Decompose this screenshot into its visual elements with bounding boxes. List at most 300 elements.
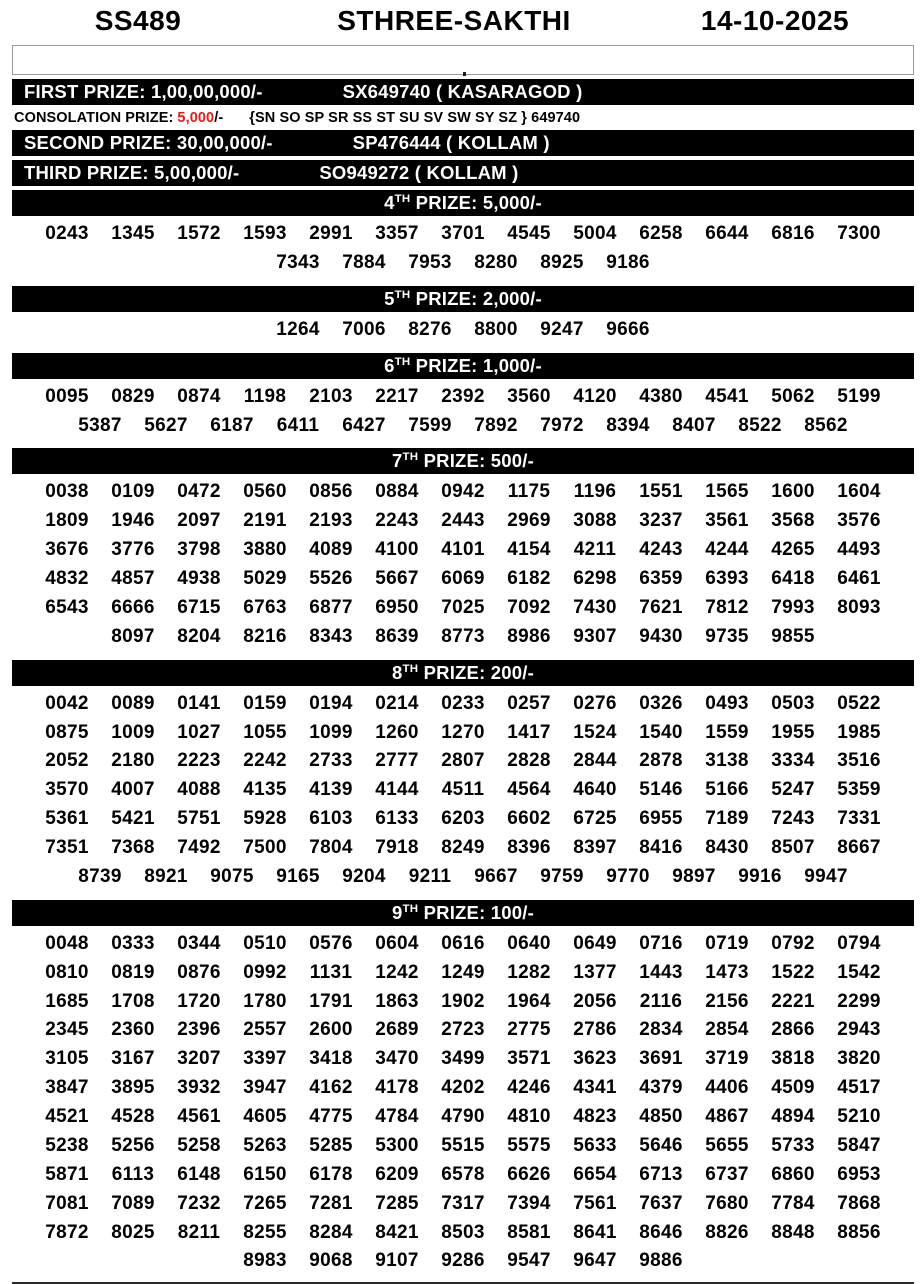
winning-number: 7872 (45, 1221, 89, 1243)
winning-number: 9735 (705, 625, 749, 647)
winning-number: 2878 (639, 750, 683, 772)
winning-number: 2223 (177, 750, 221, 772)
number-row (12, 690, 914, 719)
prize-section (0, 190, 922, 282)
winning-number: 5004 (573, 223, 617, 244)
winning-number: 0942 (441, 481, 485, 503)
winning-number: 8416 (639, 837, 683, 858)
winning-number: 8503 (441, 1221, 485, 1243)
winning-number: 1282 (507, 961, 551, 983)
winning-number: 3568 (771, 510, 815, 532)
winning-number: 8921 (144, 865, 188, 887)
number-row (12, 834, 914, 863)
winning-number: 8280 (474, 251, 518, 273)
prize-number-grid (12, 474, 914, 655)
winning-number: 9286 (441, 1250, 485, 1272)
winning-number: 6359 (639, 568, 683, 589)
winning-number: 2193 (309, 510, 353, 532)
winning-number: 8421 (375, 1221, 419, 1243)
first-prize-ticket: SX649740 ( KASARAGOD ) (342, 81, 583, 102)
prize-heading-band (12, 286, 914, 312)
consolation-prize-suffix: /- (214, 110, 224, 126)
winning-number: 0333 (111, 932, 155, 954)
winning-number: 5871 (45, 1163, 89, 1185)
winning-number: 7006 (342, 318, 386, 340)
prize-heading-band (12, 900, 914, 926)
winning-number: 8562 (804, 414, 848, 436)
winning-number: 1946 (111, 510, 155, 532)
winning-number: 2242 (243, 750, 287, 772)
winning-number: 8394 (606, 414, 650, 436)
winning-number: 4089 (309, 539, 353, 561)
winning-number: 6133 (375, 808, 419, 830)
number-row (12, 959, 914, 988)
winning-number: 4832 (45, 568, 89, 589)
winning-number: 9204 (342, 865, 386, 887)
winning-number: 5646 (639, 1134, 683, 1156)
winning-number: 9947 (804, 865, 848, 887)
winning-number: 7351 (45, 837, 89, 858)
winning-number: 3818 (771, 1048, 815, 1070)
winning-number: 3570 (45, 779, 89, 801)
winning-number: 4867 (705, 1106, 749, 1127)
winning-number: 5199 (837, 385, 881, 407)
winning-number: 7300 (837, 223, 881, 244)
winning-number: 4178 (375, 1077, 419, 1099)
winning-number: 7804 (309, 837, 353, 858)
winning-number: 9247 (540, 318, 584, 340)
winning-number: 2786 (573, 1019, 617, 1041)
note-box-dot (463, 72, 466, 76)
winning-number: 1345 (111, 223, 155, 244)
winning-number: 4517 (837, 1077, 881, 1099)
winning-number: 0089 (111, 692, 155, 714)
prize-heading-band (12, 448, 914, 474)
winning-number: 7189 (705, 808, 749, 830)
winning-number: 6763 (243, 596, 287, 618)
winning-number: 4493 (837, 539, 881, 561)
winning-number: 6187 (210, 414, 254, 436)
winning-number: 1685 (45, 990, 89, 1012)
winning-number: 6103 (309, 808, 353, 830)
winning-number: 9759 (540, 865, 584, 887)
winning-number: 9897 (672, 865, 716, 887)
winning-number: 9855 (771, 625, 815, 647)
winning-number: 5847 (837, 1134, 881, 1156)
winning-number: 9075 (210, 865, 254, 887)
winning-number: 4605 (243, 1106, 287, 1127)
winning-number: 1027 (177, 721, 221, 743)
winning-number: 9211 (408, 865, 452, 887)
winning-number: 4775 (309, 1106, 353, 1127)
winning-number: 9430 (639, 625, 683, 647)
winning-number: 6178 (309, 1163, 353, 1185)
winning-number: 7784 (771, 1192, 815, 1214)
winning-number: 7089 (111, 1192, 155, 1214)
winning-number: 3719 (705, 1048, 749, 1070)
number-row (12, 507, 914, 536)
winning-number: 9165 (276, 865, 320, 887)
winning-number: 0794 (837, 932, 881, 954)
winning-number: 2557 (243, 1019, 287, 1041)
winning-number: 2834 (639, 1019, 683, 1041)
prize-heading-band (12, 660, 914, 686)
winning-number: 6258 (639, 223, 683, 244)
winning-number: 8925 (540, 251, 584, 273)
winning-number: 4521 (45, 1106, 89, 1127)
winning-number: 1902 (441, 990, 485, 1012)
winning-number: 4246 (507, 1077, 551, 1099)
prize-heading-text (384, 353, 542, 379)
prize-heading-amount: PRIZE: 100/- (418, 901, 534, 923)
winning-number: 0194 (309, 692, 353, 714)
winning-number: 1863 (375, 990, 419, 1012)
consolation-prize-amount: 5,000 (177, 110, 215, 126)
number-row (12, 1103, 914, 1132)
winning-number: 2156 (705, 990, 749, 1012)
winning-number: 7430 (573, 596, 617, 618)
winning-number: 4379 (639, 1077, 683, 1099)
winning-number: 8983 (243, 1250, 287, 1272)
winning-number: 9647 (573, 1250, 617, 1272)
winning-number: 2116 (639, 990, 683, 1012)
winning-number: 5300 (375, 1134, 419, 1156)
winning-number: 7331 (837, 808, 881, 830)
winning-number: 6411 (276, 414, 320, 436)
winning-number: 5285 (309, 1134, 353, 1156)
prize-number-grid (12, 312, 914, 349)
winning-number: 1524 (573, 721, 617, 743)
prize-ordinal-suffix: TH (402, 451, 419, 464)
winning-number: 6418 (771, 568, 815, 589)
winning-number: 0326 (639, 692, 683, 714)
winning-number: 3798 (177, 539, 221, 561)
second-prize-label: SECOND PRIZE: 30,00,000/- (24, 132, 273, 153)
winning-number: 5359 (837, 779, 881, 801)
winning-number: 3237 (639, 510, 683, 532)
winning-number: 3516 (837, 750, 881, 772)
winning-number: 0874 (177, 385, 221, 407)
winning-number: 6955 (639, 808, 683, 830)
winning-number: 6393 (705, 568, 749, 589)
winning-number: 8826 (705, 1221, 749, 1243)
winning-number: 1604 (837, 481, 881, 503)
winning-number: 7812 (705, 596, 749, 618)
winning-number: 6150 (243, 1163, 287, 1185)
winning-number: 5633 (573, 1134, 617, 1156)
winning-number: 3560 (507, 385, 551, 407)
winning-number: 0109 (111, 481, 155, 503)
winning-number: 7281 (309, 1192, 353, 1214)
winning-number: 7892 (474, 414, 518, 436)
winning-number: 2828 (507, 750, 551, 772)
second-prize-band (12, 130, 914, 156)
winning-number: 4790 (441, 1106, 485, 1127)
winning-number: 8739 (78, 865, 122, 887)
winning-number: 0876 (177, 961, 221, 983)
number-row (12, 988, 914, 1017)
number-row (12, 412, 914, 441)
winning-number: 7025 (441, 596, 485, 618)
draw-date: 14-10-2025 (700, 5, 850, 36)
winning-number: 4154 (507, 539, 551, 561)
winning-number: 4380 (639, 385, 683, 407)
winning-number: 8249 (441, 837, 485, 858)
page-title-row (0, 0, 922, 42)
winning-number: 1559 (705, 721, 749, 743)
winning-number: 4007 (111, 779, 155, 801)
winning-number: 7285 (375, 1192, 419, 1214)
number-row (12, 1074, 914, 1103)
winning-number: 6602 (507, 808, 551, 830)
winning-number: 1198 (243, 385, 287, 407)
winning-number: 0493 (705, 692, 749, 714)
winning-number: 8343 (309, 625, 353, 647)
winning-number: 8856 (837, 1221, 881, 1243)
winning-number: 2600 (309, 1019, 353, 1041)
number-row (12, 747, 914, 776)
winning-number: 6713 (639, 1163, 683, 1185)
prize-number-grid (12, 926, 914, 1281)
winning-number: 6950 (375, 596, 419, 618)
number-row (12, 383, 914, 412)
prize-heading-amount: PRIZE: 200/- (418, 661, 534, 683)
prize-sections (0, 190, 922, 1280)
winning-number: 7561 (573, 1192, 617, 1214)
winning-number: 3691 (639, 1048, 683, 1070)
winning-number: 9886 (639, 1250, 683, 1272)
winning-number: 2396 (177, 1019, 221, 1041)
prize-section (0, 448, 922, 655)
winning-number: 1565 (705, 481, 749, 503)
winning-number: 1260 (375, 721, 419, 743)
winning-number: 4784 (375, 1106, 419, 1127)
winning-number: 8211 (177, 1221, 221, 1243)
winning-number: 0257 (507, 692, 551, 714)
winning-number: 4511 (441, 779, 485, 801)
winning-number: 2443 (441, 510, 485, 532)
prize-heading-text (384, 190, 542, 216)
winning-number: 2180 (111, 750, 155, 772)
winning-number: 4406 (705, 1077, 749, 1099)
winning-number: 5667 (375, 568, 419, 589)
winning-number: 5928 (243, 808, 287, 830)
number-row (12, 565, 914, 594)
winning-number: 8255 (243, 1221, 287, 1243)
winning-number: 5263 (243, 1134, 287, 1156)
winning-number: 8986 (507, 625, 551, 647)
winning-number: 0819 (111, 961, 155, 983)
prize-heading-amount: PRIZE: 5,000/- (410, 192, 542, 213)
winning-number: 2103 (309, 385, 353, 407)
winning-number: 4144 (375, 779, 419, 801)
winning-number: 5238 (45, 1134, 89, 1156)
winning-number: 2807 (441, 750, 485, 772)
winning-number: 8646 (639, 1221, 683, 1243)
number-row (12, 1161, 914, 1190)
winning-number: 8581 (507, 1221, 551, 1243)
winning-number: 5361 (45, 808, 89, 830)
winning-number: 6578 (441, 1163, 485, 1185)
winning-number: 3105 (45, 1048, 89, 1070)
winning-number: 6715 (177, 596, 221, 618)
winning-number: 2991 (309, 223, 353, 244)
winning-number: 1175 (507, 481, 551, 503)
winning-number: 8800 (474, 318, 518, 340)
winning-number: 0472 (177, 481, 221, 503)
winning-number: 2854 (705, 1019, 749, 1041)
winning-number: 7492 (177, 837, 221, 858)
winning-number: 0576 (309, 932, 353, 954)
winning-number: 0141 (177, 692, 221, 714)
winning-number: 7972 (540, 414, 584, 436)
winning-number: 2191 (243, 510, 287, 532)
prize-number-grid (12, 216, 914, 282)
winning-number: 1377 (573, 961, 617, 983)
winning-number: 4101 (441, 539, 485, 561)
winning-number: 3932 (177, 1077, 221, 1099)
winning-number: 9667 (474, 865, 518, 887)
winning-number: 7232 (177, 1192, 221, 1214)
winning-number: 0042 (45, 692, 89, 714)
winning-number: 6666 (111, 596, 155, 618)
winning-number: 4810 (507, 1106, 551, 1127)
winning-number: 5029 (243, 568, 287, 589)
winning-number: 0856 (309, 481, 353, 503)
winning-number: 5062 (771, 385, 815, 407)
winning-number: 7394 (507, 1192, 551, 1214)
winning-number: 1443 (639, 961, 683, 983)
prize-heading-amount: PRIZE: 2,000/- (410, 287, 542, 309)
winning-number: 3880 (243, 539, 287, 561)
winning-number: 6737 (705, 1163, 749, 1185)
winning-number: 5166 (705, 779, 749, 801)
number-row (12, 316, 914, 345)
winning-number: 4894 (771, 1106, 815, 1127)
winning-number: 5247 (771, 779, 815, 801)
consolation-prize-series: {SN SO SP SR SS ST SU SV SW SY SZ } 649740 (249, 110, 581, 126)
winning-number: 6209 (375, 1163, 419, 1185)
winning-number: 8773 (441, 625, 485, 647)
winning-number: 8397 (573, 837, 617, 858)
number-row (12, 1045, 914, 1074)
winning-number: 0875 (45, 721, 89, 743)
winning-number: 7081 (45, 1192, 89, 1214)
winning-number: 0829 (111, 385, 155, 407)
winning-number: 6113 (111, 1163, 155, 1185)
winning-number: 8204 (177, 625, 221, 647)
winning-number: 6654 (573, 1163, 617, 1185)
number-row (12, 594, 914, 623)
winning-number: 2866 (771, 1019, 815, 1041)
winning-number: 3820 (837, 1048, 881, 1070)
winning-number: 2943 (837, 1019, 881, 1041)
winning-number: 4938 (177, 568, 221, 589)
prize-heading-text (392, 448, 534, 474)
winning-number: 7953 (408, 251, 452, 273)
winning-number: 2221 (771, 990, 815, 1012)
winning-number: 0510 (243, 932, 287, 954)
winning-number: 0344 (177, 932, 221, 954)
number-row (12, 719, 914, 748)
winning-number: 8284 (309, 1221, 353, 1243)
lottery-name: STHREE-SAKTHI (337, 5, 571, 36)
winning-number: 3357 (375, 223, 419, 244)
winning-number: 6461 (837, 568, 881, 589)
winning-number: 7265 (243, 1192, 287, 1214)
prize-number-grid (12, 379, 914, 445)
number-row (12, 249, 914, 278)
winning-number: 4857 (111, 568, 155, 589)
winning-number: 0716 (639, 932, 683, 954)
prize-ordinal: 8 (392, 661, 403, 683)
winning-number: 5258 (177, 1134, 221, 1156)
number-row (12, 1247, 914, 1276)
number-row (12, 1219, 914, 1248)
second-prize-ticket: SP476444 ( KOLLAM ) (352, 132, 550, 153)
winning-number: 1708 (111, 990, 155, 1012)
winning-number: 0038 (45, 481, 89, 503)
winning-number: 4244 (705, 539, 749, 561)
winning-number: 4265 (771, 539, 815, 561)
number-row (12, 1132, 914, 1161)
winning-number: 1055 (243, 721, 287, 743)
number-row (12, 220, 914, 249)
winning-number: 9068 (309, 1250, 353, 1272)
winning-number: 2097 (177, 510, 221, 532)
winning-number: 6953 (837, 1163, 881, 1185)
winning-number: 3499 (441, 1048, 485, 1070)
winning-number: 8097 (111, 625, 155, 647)
winning-number: 0810 (45, 961, 89, 983)
winning-number: 4640 (573, 779, 617, 801)
prize-ordinal: 9 (392, 901, 403, 923)
winning-number: 5627 (144, 414, 188, 436)
winning-number: 0792 (771, 932, 815, 954)
winning-number: 4541 (705, 385, 749, 407)
winning-number: 3138 (705, 750, 749, 772)
winning-number: 6816 (771, 223, 815, 244)
winning-number: 1099 (309, 721, 353, 743)
prize-heading-text (392, 900, 534, 926)
winning-number: 2243 (375, 510, 419, 532)
winning-number: 2056 (573, 990, 617, 1012)
number-row (12, 863, 914, 892)
winning-number: 4162 (309, 1077, 353, 1099)
winning-number: 4243 (639, 539, 683, 561)
prize-ordinal-suffix: TH (394, 288, 411, 301)
winning-number: 7621 (639, 596, 683, 618)
winning-number: 2689 (375, 1019, 419, 1041)
winning-number: 2844 (573, 750, 617, 772)
winning-number: 0649 (573, 932, 617, 954)
winning-number: 4120 (573, 385, 617, 407)
winning-number: 6725 (573, 808, 617, 830)
winning-number: 8407 (672, 414, 716, 436)
winning-number: 1964 (507, 990, 551, 1012)
number-row (12, 623, 914, 652)
prize-heading-text (392, 660, 534, 686)
winning-number: 0243 (45, 223, 89, 244)
winning-number: 4202 (441, 1077, 485, 1099)
winning-number: 7500 (243, 837, 287, 858)
winning-number: 1809 (45, 510, 89, 532)
first-prize-band (12, 79, 914, 105)
winning-number: 3334 (771, 750, 815, 772)
winning-number: 1572 (177, 223, 221, 244)
winning-number: 5515 (441, 1134, 485, 1156)
third-prize-ticket: SO949272 ( KOLLAM ) (319, 162, 519, 183)
